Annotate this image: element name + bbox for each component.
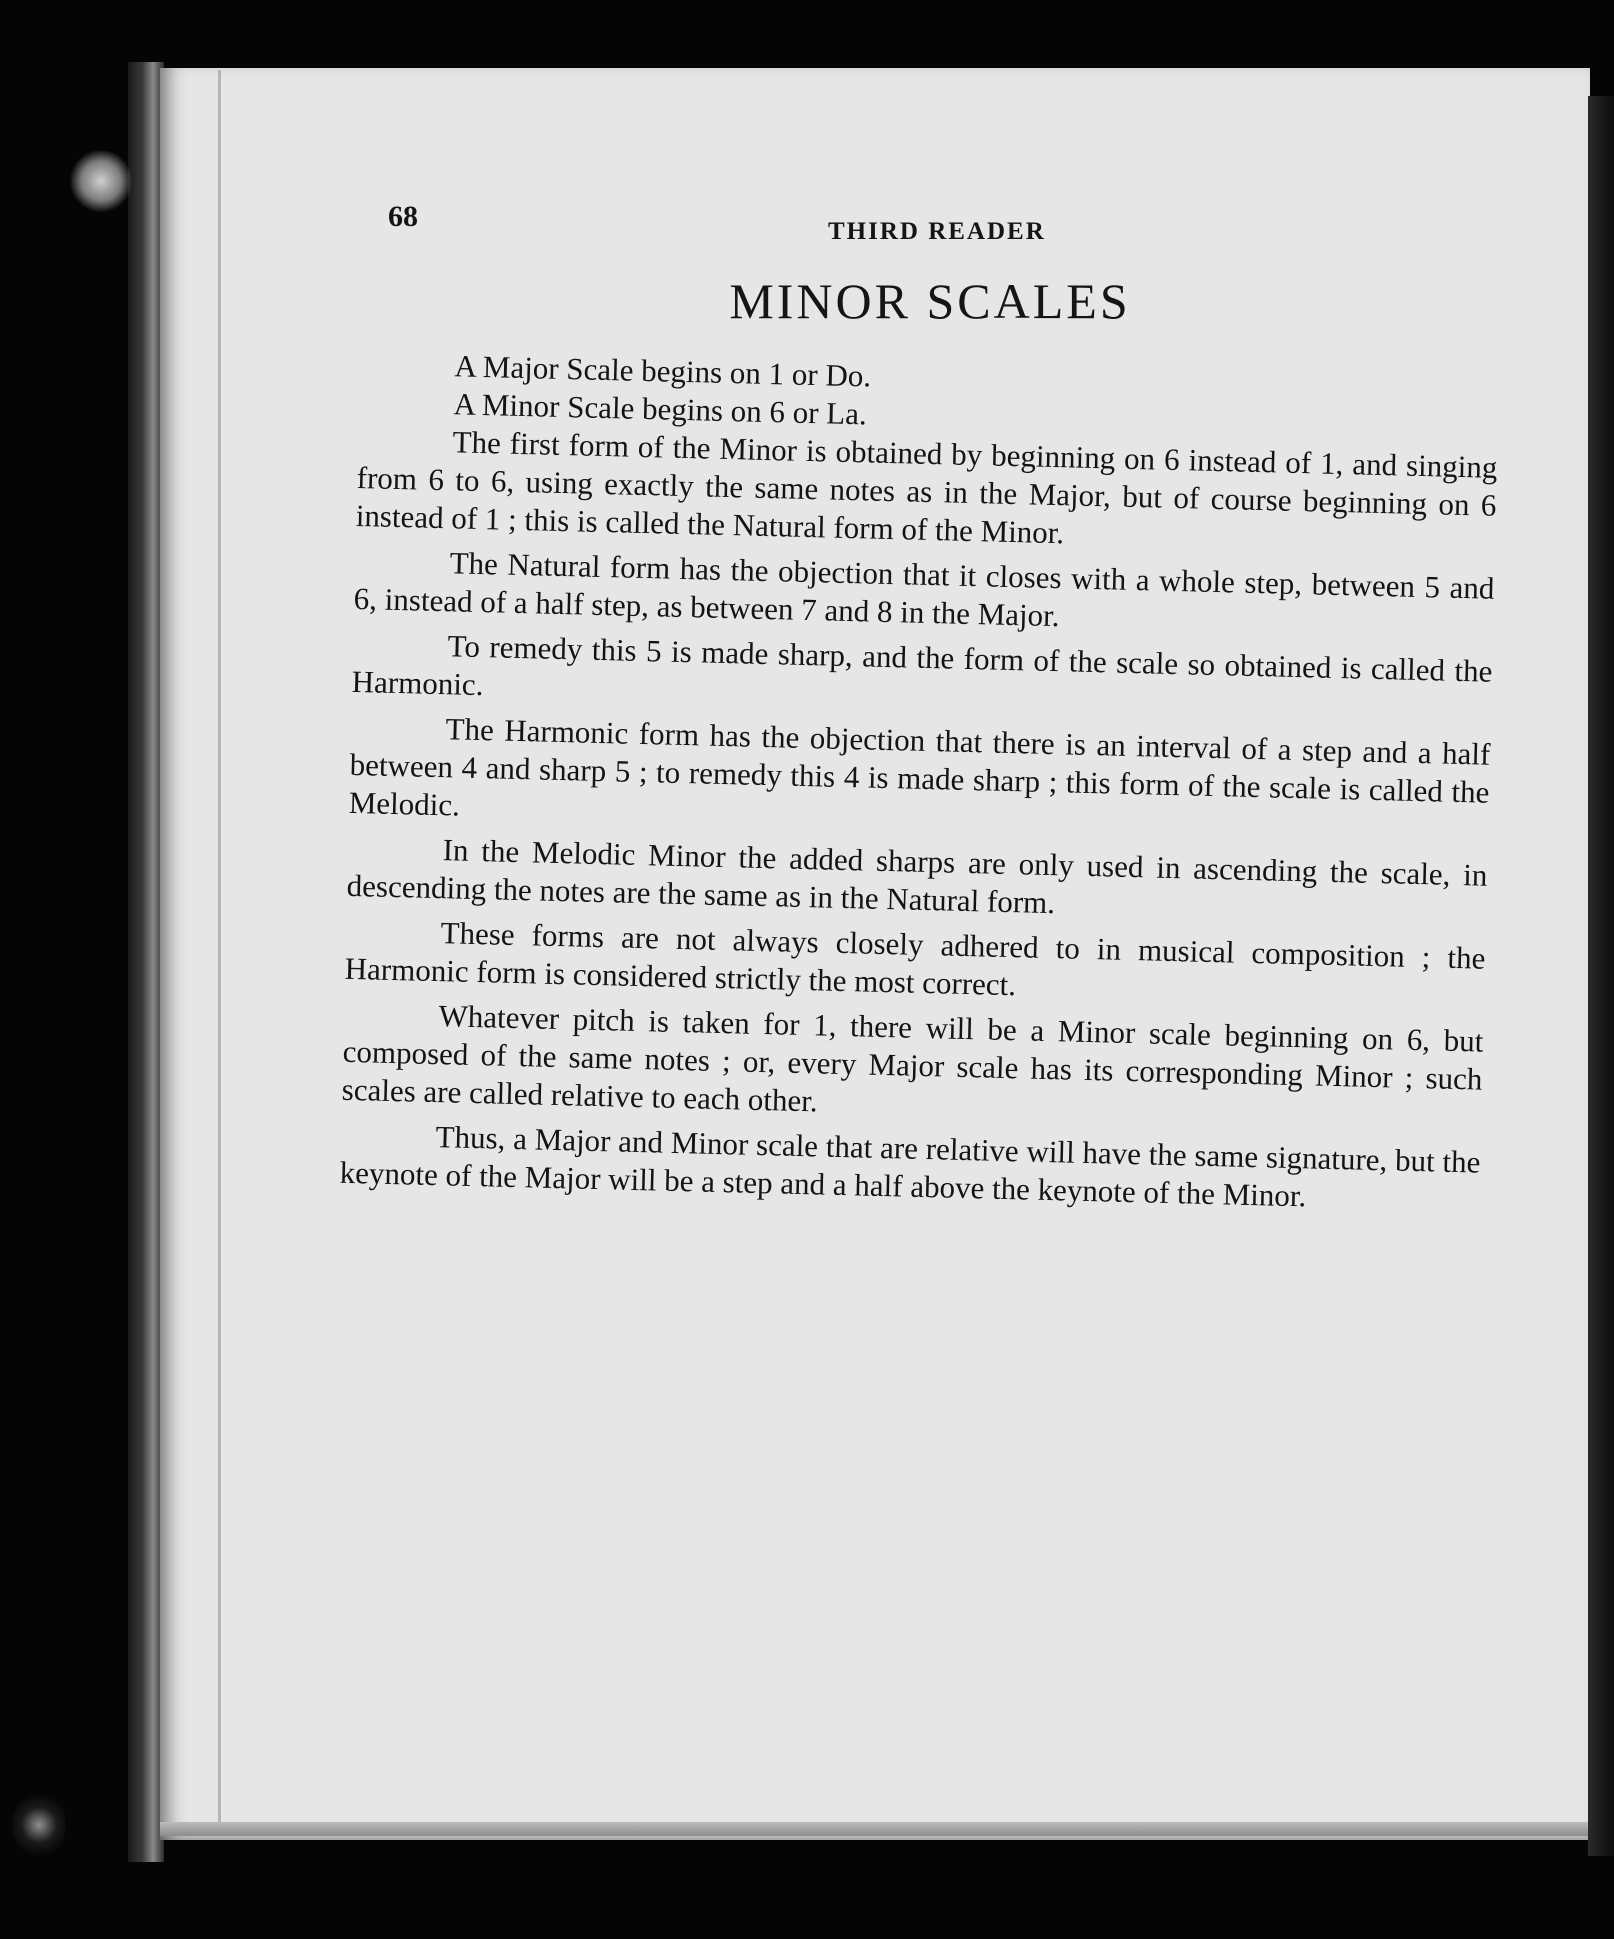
paragraph: In the Melodic Minor the added sharps are only used in ascending the scale, in descending the notes are the same as in the Natural form. bbox=[346, 832, 1488, 921]
body-text bbox=[339, 345, 1500, 1227]
paragraph: To remedy this 5 is made sharp, and the form of the scale so obtained is called the Harmonic. bbox=[351, 628, 1493, 703]
facing-page-edge bbox=[1588, 96, 1614, 1856]
scan-flare bbox=[12, 1790, 66, 1860]
scan-blemish bbox=[70, 150, 132, 212]
page-number: 68 bbox=[388, 200, 418, 233]
page-bottom-edge bbox=[160, 1822, 1590, 1836]
paragraph: These forms are not always closely adhered to in musical composition ; the Harmonic form is considered strictly the most correct. bbox=[344, 915, 1486, 1003]
paragraph: Whatever pitch is taken for 1, there will be a Minor scale beginning on 6, but composed of the same notes ; or, every Major scale has its corresponding Minor ; such scales are called relative to each other. bbox=[341, 998, 1484, 1119]
paragraph: A Major Scale begins on 1 or Do. bbox=[454, 348, 872, 394]
paragraph: Thus, a Major and Minor scale that are relative will have the same signature, but the keynote of the Major will be a step and a half above the keynote of the Minor. bbox=[339, 1119, 1481, 1214]
running-head: THIRD READER bbox=[828, 218, 1046, 245]
page-inner-rule bbox=[218, 70, 221, 1830]
page-title: MINOR SCALES bbox=[729, 273, 1131, 329]
paragraph: The first form of the Minor is obtained by beginning on 6 instead of 1, and singing from 6 to 6, using exactly the same notes as in the Major, but of course beginning on 6 instead of 1 ; this is called the Natural form of the Minor. bbox=[355, 424, 1498, 551]
paragraph: The Natural form has the objection that it closes with a whole step, between 5 and 6, instead of a half step, as between 7 and 8 in the Major. bbox=[353, 545, 1495, 634]
paragraph: The Harmonic form has the objection that there is an interval of a step and a half between 4 and sharp 5 ; to remedy this 4 is made sharp ; this form of the scale is called the Melodic. bbox=[348, 711, 1491, 823]
book-binding-left bbox=[128, 62, 164, 1862]
paragraph: A Minor Scale begins on 6 or La. bbox=[453, 386, 868, 432]
